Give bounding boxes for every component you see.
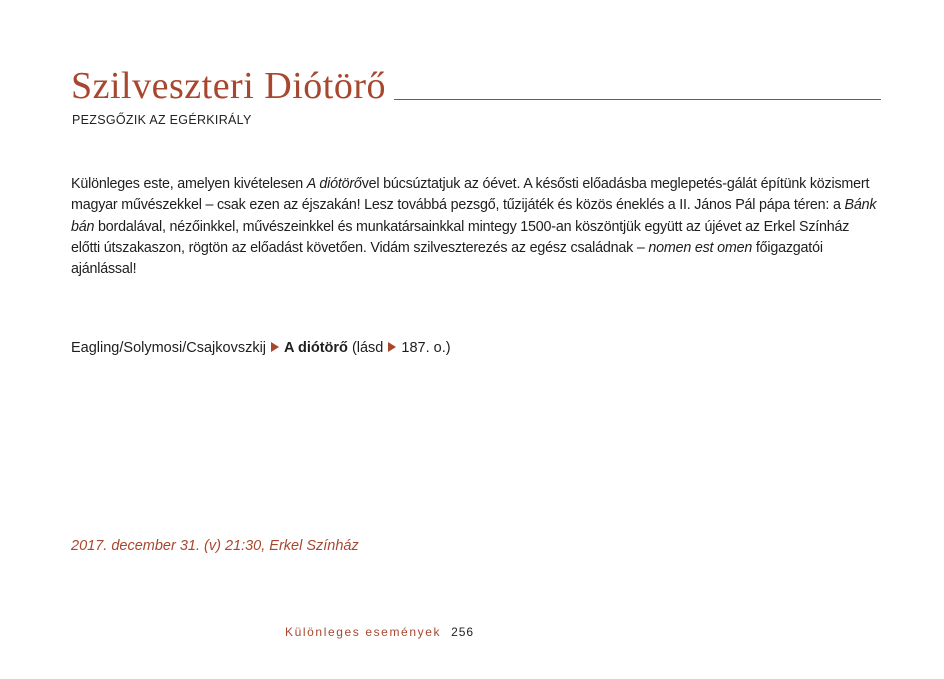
desc-emphasis-3: nomen est omen [648, 239, 753, 256]
desc-text-4: főigazgatói ajánlással! [71, 239, 823, 278]
desc-text-2: vel búcsúztatjuk az óévet. A késősti előadásba meglepetés-gálát építünk közismert magyar művészekkel – csak ezen az éjszakán! Lesz továbbá pezsgő, tűzijáték és közös éneklés a II. János Pál pápa téren: a [71, 176, 870, 214]
footer-section-name: Különleges események [285, 625, 442, 639]
credits-see-page: 187. o.) [401, 340, 451, 356]
credits-see-prefix: (lásd [351, 340, 384, 356]
page-footer [285, 625, 474, 639]
arrow-right-icon [388, 342, 396, 352]
page-title: Szilveszteri Diótörő [71, 65, 386, 107]
page-subtitle: PEZSGŐZIK AZ EGÉRKIRÁLY [72, 113, 252, 127]
credits-work-title: A diótörő [284, 340, 348, 356]
description-paragraph [71, 174, 881, 280]
title-rule [394, 99, 881, 100]
arrow-right-icon [271, 342, 279, 352]
footer-page-number: 256 [451, 625, 475, 639]
desc-emphasis-2: Bánk bán [71, 197, 877, 235]
performance-date-venue: 2017. december 31. (v) 21:30, Erkel Színház [71, 538, 359, 554]
credits-line [71, 337, 451, 359]
desc-text-3: bordalával, nézőinkkel, művészeinkkel és munkatársainkkal mintegy 1500-an köszöntjük együtt az újévet az Erkel Színház előtti útszakaszon, rögtön az előadást követően. Vidám szilveszterezés az egész családnak – [71, 218, 850, 256]
desc-text-1: Különleges este, amelyen kivételesen [71, 176, 307, 192]
title-row [71, 66, 881, 106]
desc-emphasis-1: A diótörő [306, 176, 362, 192]
credits-authors: Eagling/Solymosi/Csajkovszkij [71, 340, 267, 356]
